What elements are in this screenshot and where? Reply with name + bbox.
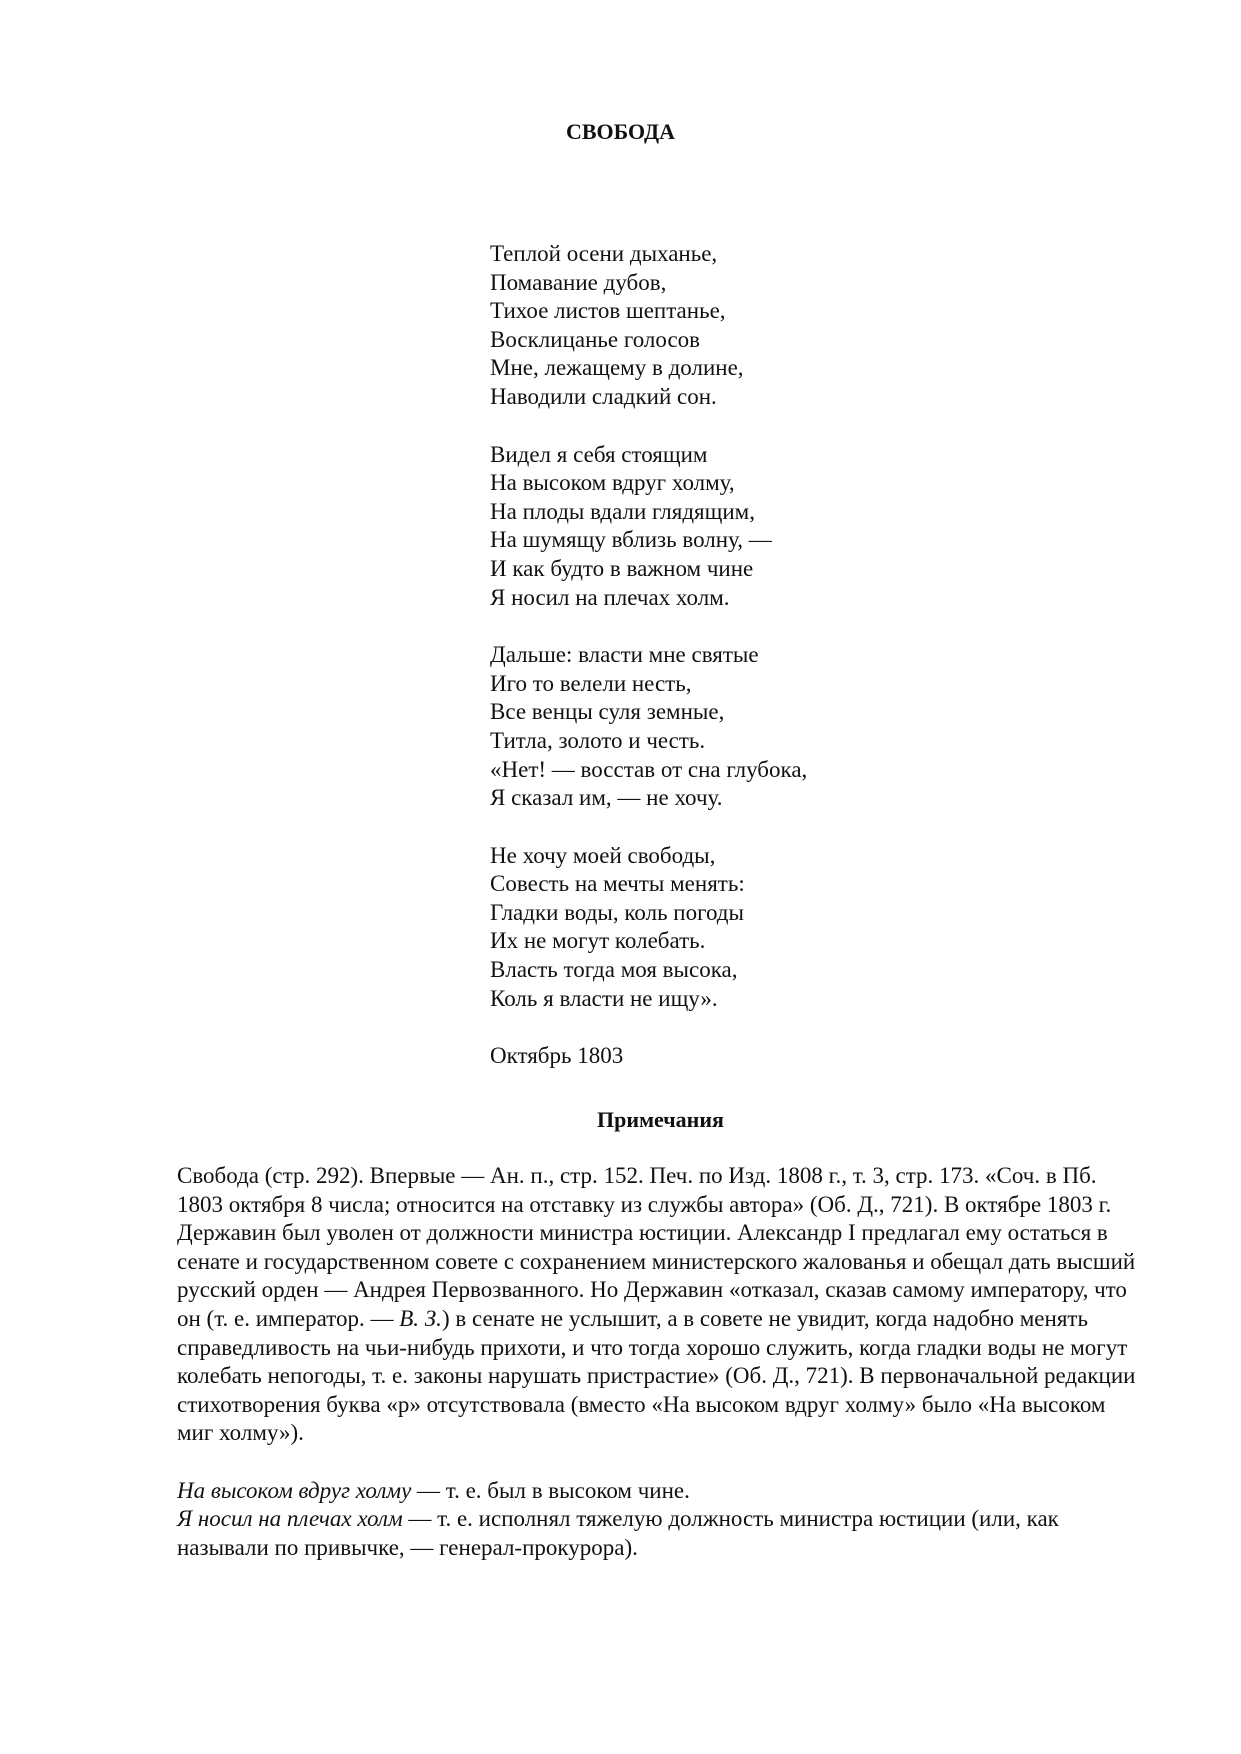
poem-line: Власть тогда моя высока,	[490, 957, 738, 983]
notes-paragraph	[177, 1162, 1137, 1448]
poem-line: Не хочу моей свободы,	[490, 842, 716, 868]
gloss-term: На высоком вдруг холму	[177, 1477, 412, 1503]
poem-line: Иго то велели несть,	[490, 670, 692, 696]
notes-heading: Примечания	[597, 1107, 724, 1132]
poem-line: Совесть на мечты менять:	[490, 871, 745, 897]
poem-line: Их не могут колебать.	[490, 928, 706, 954]
poem-line: На шумящу вблизь волну, —	[490, 527, 772, 553]
notes-initials: В. З.	[399, 1305, 442, 1331]
stanza-4	[490, 842, 1050, 1014]
poem-line: Теплой осени дыханье,	[490, 241, 718, 266]
poem-line: Титла, золото и честь.	[490, 727, 706, 753]
poem-line: И как будто в важном чине	[490, 555, 754, 581]
notes-text: Свобода (стр. 292). Впервые — Ан. п., стр. 152. Печ. по Изд. 1808 г., т. 3, стр. 173. «Соч. в Пб. 1803 октября 8 числа; относится на отставку из службы автора» (Об. Д., 721). В октябре 1803 г. Державин был уволен от должности министра юстиции. Александр I предлагал ему остаться в сенате и государственном совете с сохранением министерского жалованья и обещал дать высший русский орден — Андрея Первозванного. Но Державин «отказал, сказав самому императору, что он (т. е. император. —	[177, 1163, 1136, 1331]
poem-line: Помавание дубов,	[490, 269, 667, 295]
gloss-explanation: — т. е. исполнял тяжелую должность министра юстиции (или, как называли по привычке, — генерал-прокурора).	[177, 1506, 1059, 1560]
stanza-1	[490, 240, 1050, 412]
poem-line: Дальше: власти мне святые	[490, 642, 759, 668]
poem-line: Я носил на плечах холм.	[490, 584, 730, 610]
gloss-item	[177, 1477, 1137, 1506]
poem-title: СВОБОДА	[565, 119, 676, 144]
gloss-item	[177, 1505, 1137, 1562]
poem-body	[490, 240, 1050, 1071]
poem-line: Гладки воды, коль погоды	[490, 899, 744, 925]
poem-line: Наводили сладкий сон.	[490, 383, 717, 409]
poem-line: Я сказал им, — не хочу.	[490, 785, 723, 811]
poem-line: Мне, лежащему в долине,	[490, 355, 744, 381]
poem-line: Тихое листов шептанье,	[490, 298, 726, 324]
stanza-3	[490, 641, 1050, 813]
poem-line: На плоды вдали глядящим,	[490, 498, 755, 524]
poem-line: Коль я власти не ищу».	[490, 985, 718, 1011]
notes-text: ) в сенате не услышит, а в совете не увидит, когда надобно менять справедливость на чьи-нибудь прихоти, и что тогда хорошо служить, когда гладки воды не могут колебать непогоды, т. е. законы нарушать пристрастие» (Об. Д., 721). В первоначальной редакции стихотворения буква «р» отсутствовала (вместо «На высоком вдруг холму» было «На высоком миг холму»).	[177, 1305, 1136, 1446]
poem-line: Все венцы суля земные,	[490, 699, 725, 725]
poem-line: Восклицанье голосов	[490, 326, 701, 352]
poem-line: Видел я себя стоящим	[490, 441, 708, 467]
poem-line: На высоком вдруг холму,	[490, 470, 735, 496]
gloss-term: Я носил на плечах холм	[177, 1506, 403, 1532]
poem-line: «Нет! — восстав от сна глубока,	[490, 756, 808, 782]
notes-body	[177, 1162, 1137, 1562]
gloss-explanation: — т. е. был в высоком чине.	[411, 1477, 690, 1503]
poem-date: Октябрь 1803	[490, 1043, 624, 1069]
stanza-2	[490, 441, 1050, 613]
